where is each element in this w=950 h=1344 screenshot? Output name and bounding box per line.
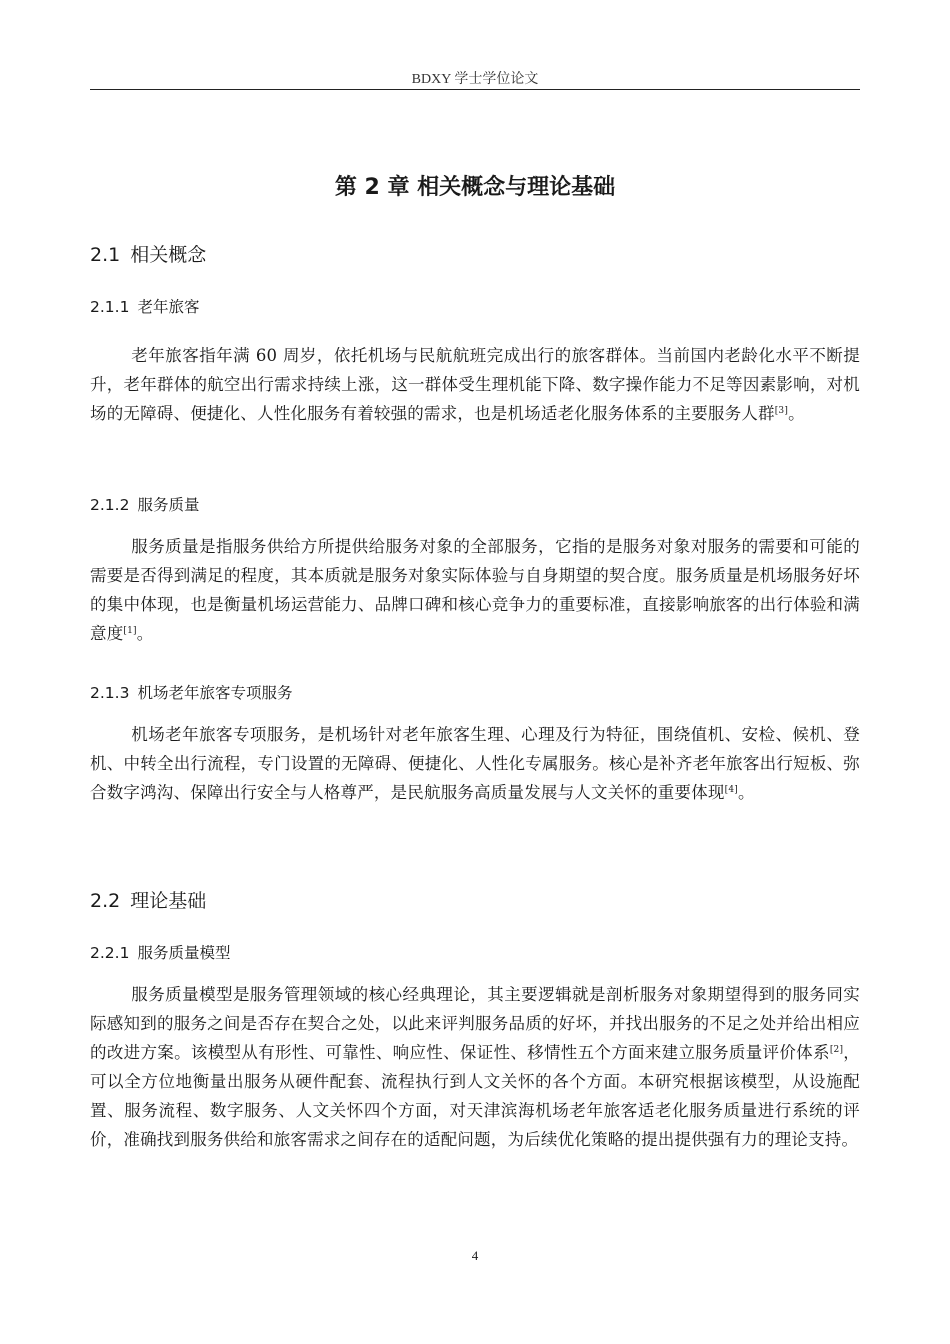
chapter-title: 第 2 章 相关概念与理论基础 [334, 175, 616, 200]
section-number: 2.2 [90, 890, 121, 912]
page-number: 4 [471, 1248, 479, 1263]
paragraph-text: 老年旅客指年满 60 周岁，依托机场与民航航班完成出行的旅客群体。当前国内老龄化水平不断提升，老年群体的航空出行需求持续上涨，这一群体受生理机能下降、数字操作能力不足等因素影响，对机场的无障碍、便捷化、人性化服务有着较强的需求，也是机场适老化服务体系的主要服务人群 [90, 346, 860, 423]
running-header: BDXY 学士学位论文 [411, 72, 539, 87]
subsection-heading-2-1-2 [90, 493, 199, 515]
subsection-number: 2.2.1 [90, 944, 130, 962]
paragraph-special-services [90, 720, 860, 807]
section-heading-2-2 [90, 886, 206, 913]
paragraph-elderly-passengers [90, 341, 860, 428]
paragraph-end: 。 [788, 404, 805, 423]
section-title: 理论基础 [130, 890, 207, 912]
paragraph-service-quality-model [90, 980, 860, 1154]
paragraph-text-continued: ，可以全方位地衡量出服务从硬件配套、流程执行到人文关怀的各个方面。本研究根据该模型，从设施配置、服务流程、数字服务、人文关怀四个方面，对天津滨海机场老年旅客适老化服务质量进行系统的评价，准确找到服务供给和旅客需求之间存在的适配问题，为后续优化策略的提出提供强有力的理论支持。 [90, 1043, 860, 1149]
section-number: 2.1 [90, 244, 121, 266]
citation: [2] [829, 1045, 844, 1055]
subsection-title: 服务质量模型 [137, 944, 231, 962]
subsection-title: 服务质量 [137, 496, 200, 514]
citation: [1] [123, 626, 137, 636]
paragraph-text: 服务质量模型是服务管理领域的核心经典理论，其主要逻辑就是剖析服务对象期望得到的服务同实际感知到的服务之间是否存在契合之处，以此来评判服务品质的好坏，并找出服务的不足之处并给出相应的改进方案。该模型从有形性、可靠性、响应性、保证性、移情性五个方面来建立服务质量评价体系 [90, 985, 860, 1062]
section-title: 相关概念 [130, 244, 207, 266]
paragraph-text: 机场老年旅客专项服务，是机场针对老年旅客生理、心理及行为特征，围绕值机、安检、候机、登机、中转全出行流程，专门设置的无障碍、便捷化、人性化专属服务。核心是补齐老年旅客出行短板、弥合数字鸿沟、保障出行安全与人格尊严，是民航服务高质量发展与人文关怀的重要体现 [90, 725, 860, 802]
subsection-heading-2-1-3 [90, 681, 292, 703]
paragraph-service-quality [90, 532, 860, 648]
citation: [3] [774, 406, 789, 416]
subsection-number: 2.1.1 [90, 298, 130, 316]
paragraph-end: 。 [136, 624, 154, 643]
subsection-heading-2-1-1 [90, 295, 199, 317]
subsection-number: 2.1.3 [90, 684, 130, 702]
section-heading-2-1 [90, 240, 206, 267]
citation: [4] [724, 785, 738, 795]
subsection-number: 2.1.2 [90, 496, 130, 514]
paragraph-end: 。 [737, 783, 755, 802]
subsection-title: 老年旅客 [137, 298, 200, 316]
subsection-heading-2-2-1 [90, 941, 230, 963]
paragraph-text: 服务质量是指服务供给方所提供给服务对象的全部服务，它指的是服务对象对服务的需要和可能的需要是否得到满足的程度，其本质就是服务对象实际体验与自身期望的契合度。服务质量是机场服务好坏的集中体现，也是衡量机场运营能力、品牌口碑和核心竞争力的重要标准，直接影响旅客的出行体验和满意度 [90, 537, 860, 643]
subsection-title: 机场老年旅客专项服务 [137, 684, 293, 702]
header-rule [90, 89, 860, 90]
